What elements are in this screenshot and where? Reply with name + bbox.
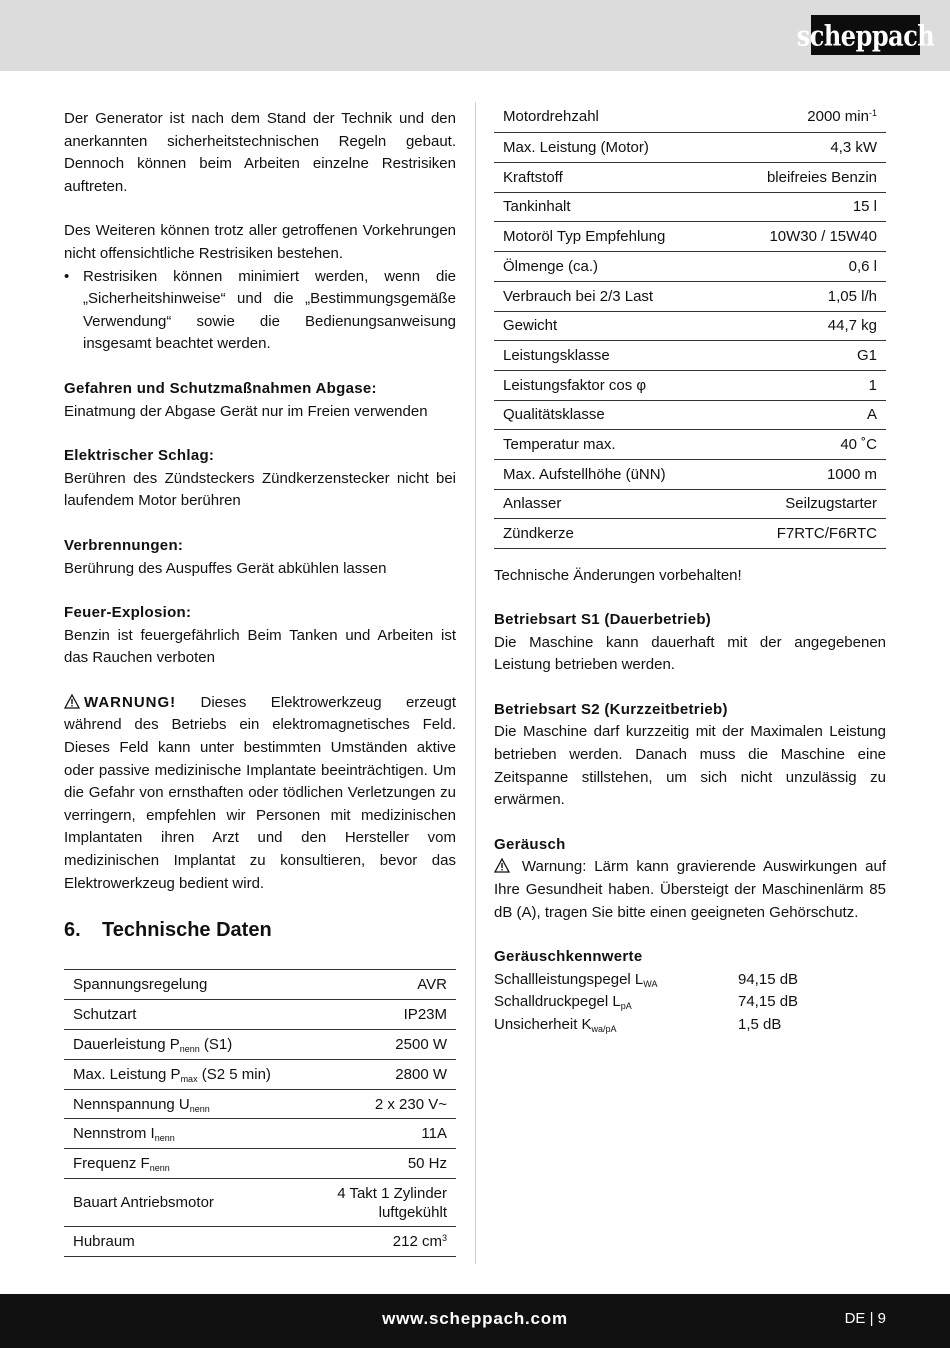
section-heading (64, 917, 456, 943)
table-row (64, 1149, 456, 1179)
hazard-title: Elektrischer Schlag: (64, 447, 215, 465)
technical-data-table-right (494, 102, 886, 549)
row-value: 2000 $\min^{-1}$ (807, 108, 877, 126)
table-row (494, 370, 886, 400)
row-label: Max. Aufstellhöhe (üNN) (503, 465, 666, 483)
table-row (64, 970, 456, 1000)
hazard-block-electric (64, 445, 456, 513)
hazard-text: Einatmung der Abgase Gerät nur im Freien verwenden (64, 402, 428, 420)
row-value: 2500 W (395, 1036, 447, 1054)
table-row (494, 429, 886, 459)
row-value: 212 $cm^3$ (392, 1233, 447, 1251)
row-label: Nennstrom $I_{nenn}$ (73, 1125, 175, 1144)
row-label: Zündkerze (503, 524, 574, 542)
noise-warning-paragraph (494, 856, 886, 924)
table-row (64, 1060, 456, 1090)
right-column (494, 102, 886, 1037)
row-label: Anlasser (503, 495, 562, 512)
table-row (494, 192, 886, 221)
row-label: Motoröl Typ Empfehlung (503, 227, 666, 245)
row-label: Spannungsregelung (73, 976, 208, 994)
intro-paragraph-2: Des Weiteren können trotz aller getroffenen Vorkehrungen nicht offensichtliche Restrisiken bestehen. (64, 222, 456, 262)
table-row (494, 518, 886, 548)
row-value: 4,3 kW (830, 138, 877, 156)
table-row (494, 459, 886, 489)
row-label: Kraftstoff (503, 168, 563, 186)
row-value: 4 Takt 1 Zylinder luftgekühlt (337, 1184, 447, 1221)
table-row (494, 311, 886, 340)
table-row (494, 162, 886, 192)
row-label: Motordrehzahl (503, 108, 599, 126)
column-divider (475, 102, 476, 1264)
logo-text: scheppach (796, 18, 935, 52)
noise-value-row: Schalldruckpegel $L_{pA}$ 74,15 dB (494, 991, 886, 1014)
row-value: 50 Hz (407, 1155, 447, 1173)
footer-bar (0, 1294, 950, 1348)
left-column (64, 108, 456, 1257)
row-label: Dauerleistung $P_{nenn}$ (S1) (73, 1036, 233, 1055)
row-label: Leistungsfaktor cos φ (503, 376, 647, 394)
table-row (494, 489, 886, 518)
bullet-symbol: • (64, 267, 70, 285)
row-value: 2800 W (395, 1066, 447, 1084)
row-label: Tankinhalt (503, 198, 571, 215)
intro-paragraph-1: Der Generator ist nach dem Stand der Technik und den anerkannten sicherheitstechnischen Regeln gebaut. Dennoch können beim Arbeiten einzelne Restrisiken auftreten. (64, 110, 456, 195)
row-value: bleifreies Benzin (766, 168, 877, 186)
row-value: 15 l (852, 198, 877, 215)
row-value: F7RTC/F6RTC (776, 524, 877, 542)
hazard-block-burns (64, 535, 456, 580)
row-value: 1,05 l/h (827, 287, 877, 305)
row-label: Bauart Antriebsmotor (73, 1194, 214, 1212)
hazard-text: Berührung des Auspuffes Gerät abkühlen lassen (64, 559, 387, 577)
row-label: Ölmenge (ca.) (503, 257, 599, 275)
row-value: 44,7 kg (827, 317, 877, 334)
row-label: Leistungsklasse (503, 346, 610, 364)
table-row (64, 1090, 456, 1119)
noise-value: 74,15 dB (738, 993, 799, 1011)
noise-warning-text: Warnung: Lärm kann gravierende Auswirkungen auf Ihre Gesundheit haben. Übersteigt der Maschinenlärm 85 dB (A), tragen Sie bitte einen geeigneten Gehörschutz. (494, 858, 886, 921)
row-label: Verbrauch bei 2/3 Last (503, 287, 654, 305)
scheppach-logo (796, 15, 935, 55)
row-value: AVR (417, 976, 447, 994)
noise-value-row: Unsicherheit $K_{wa/pA}$ 1,5 dB (494, 1014, 886, 1037)
table-row (494, 251, 886, 281)
website-link[interactable]: www.scheppach.com (382, 1309, 568, 1328)
row-label: Schutzart (73, 1006, 137, 1024)
row-value: 1 (868, 376, 877, 394)
table-row (64, 1000, 456, 1030)
emf-warning-paragraph (64, 692, 456, 895)
hazard-text: Benzin ist feuergefährlich Beim Tanken und Arbeiten ist das Rauchen verboten (64, 626, 456, 667)
noise-value-row: Schallleistungspegel $L_{WA}$ 94,15 dB (494, 969, 886, 992)
row-value: 2 x 230 V~ (374, 1095, 447, 1113)
hazard-text: Berühren des Zündsteckers Zündkerzenstecker nicht bei laufendem Motor berühren (64, 469, 456, 510)
row-value: IP23M (403, 1006, 447, 1024)
row-value: 10W30 / 15W40 (769, 227, 877, 245)
row-label: Temperatur max. (503, 435, 616, 453)
warning-label: WARNUNG! (84, 693, 177, 711)
row-value: 1000 m (826, 465, 877, 483)
hazard-title: Verbrennungen: (64, 536, 184, 554)
row-label: Frequenz $F_{nenn}$ (73, 1155, 170, 1174)
header-bar (0, 0, 950, 71)
table-row (494, 221, 886, 251)
warning-triangle-icon (494, 858, 510, 873)
s2-title: Betriebsart S2 (Kurzzeitbetrieb) (494, 700, 728, 718)
row-value: A (866, 406, 877, 423)
row-label: Max. Leistung (Motor) (503, 138, 649, 156)
hazard-title: Feuer-Explosion: (64, 604, 192, 622)
table-row (494, 340, 886, 370)
section-number: 6. (64, 919, 81, 942)
noise-value: 1,5 dB (738, 1016, 782, 1033)
s2-text: Die Maschine darf kurzzeitig mit der Maximalen Leistung betrieben werden. Danach muss die Maschine eine Zeitspanne stillstehen, um sich nicht unzulässig zu erwärmen. (494, 723, 886, 809)
hazard-block-gases (64, 378, 456, 423)
row-label: Qualitätsklasse (503, 406, 605, 423)
table-row (64, 1119, 456, 1149)
section-title: Technische Daten (102, 919, 272, 942)
table-row (494, 132, 886, 162)
table-row (64, 1179, 456, 1227)
technical-data-table-left (64, 969, 456, 1257)
row-value: G1 (856, 346, 877, 364)
table-row (64, 1030, 456, 1060)
row-label: Gewicht (503, 317, 558, 334)
row-value: 11A (421, 1125, 447, 1143)
row-value: 40 ˚C (840, 435, 877, 453)
table-row (494, 400, 886, 429)
row-value: 0,6 l (848, 257, 877, 275)
row-label: Max. Leistung $P_{max}$ (S2 5 min) (73, 1066, 271, 1085)
table-row (494, 102, 886, 132)
row-label: Nennspannung $U_{nenn}$ (73, 1095, 210, 1114)
hazard-title: Gefahren und Schutzmaßnahmen Abgase: (64, 379, 377, 397)
warning-triangle-icon (64, 694, 80, 709)
changes-note: Technische Änderungen vorbehalten! (494, 566, 742, 584)
page-number: DE | 9 (844, 1310, 886, 1327)
noise-values-title: Geräuschkennwerte (494, 948, 643, 966)
s1-text: Die Maschine kann dauerhaft mit der angegebenen Leistung betrieben werden. (494, 633, 886, 674)
table-row (494, 281, 886, 311)
bullet-text: Restrisiken können minimiert werden, wenn die „Sicherheitshinweise“ und die „Bestimmungsgemäße Verwendung“ sowie die Bedienungsanweisung insgesamt beachtet werden. (83, 267, 456, 353)
row-label: Hubraum (73, 1233, 135, 1251)
hazard-block-fire (64, 602, 456, 670)
noise-value: 94,15 dB (738, 970, 799, 988)
row-value: Seilzugstarter (785, 495, 877, 512)
noise-title: Geräusch (494, 835, 566, 853)
table-row (64, 1227, 456, 1257)
warning-text: Dieses Elektrowerkzeug erzeugt während des Betriebs ein elektromagnetisches Feld. Dieses Feld kann unter bestimmten Umständen aktive oder passive medizinische Implantate beeinträchtigen. Um die Gefahr von ernsthaften oder tödlichen Verletzungen zu verringern, empfehlen wir Personen mit medizinischen Implantaten ihren Arzt und den Hersteller vom medizinischen Implantat zu konsultieren, bevor das Elektrowerkzeug bedient wird. (64, 693, 456, 892)
bullet-item (64, 266, 456, 356)
s1-title: Betriebsart S1 (Dauerbetrieb) (494, 611, 712, 629)
